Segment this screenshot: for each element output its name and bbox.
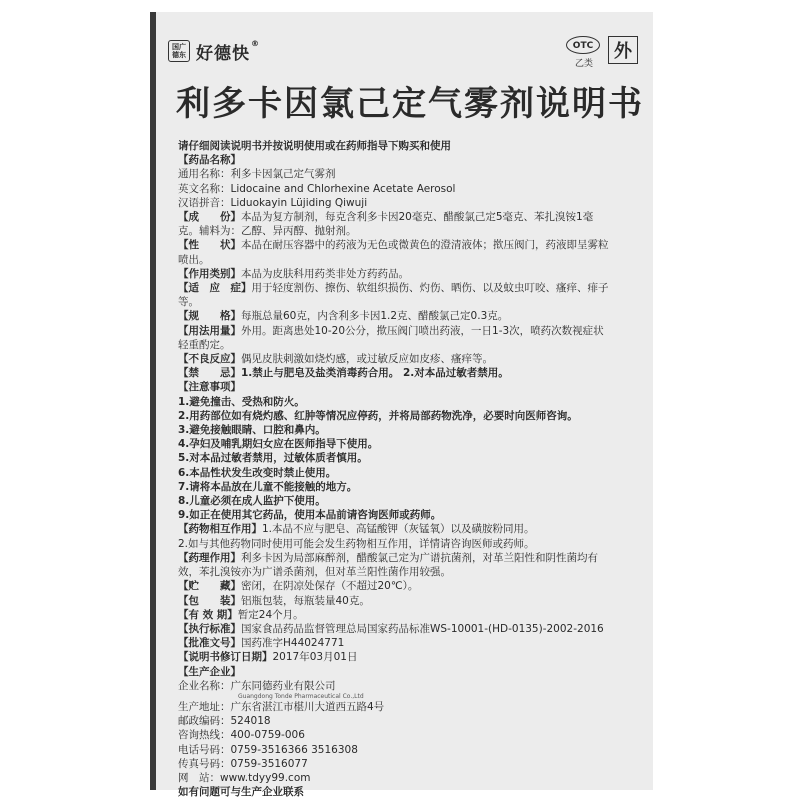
specification-section: 【规 格】每瓶总量60克，内含利多卡因1.2克、醋酸氯己定0.3克。 (178, 310, 509, 323)
external-use-badge: 外 (608, 36, 638, 64)
manufacturer-postcode: 邮政编码：524018 (178, 715, 271, 728)
otc-badge (566, 36, 602, 69)
composition-section: 【成 份】本品为复方制剂，每克含利多卡因20毫克、醋酸氯己定5毫克、苯扎溴铵1毫 (178, 211, 594, 224)
precaution-item: 1.避免撞击、受热和防火。 (178, 395, 305, 408)
brand-header (168, 38, 260, 64)
appearance-section: 【性 状】本品在耐压容器中的药液为无色或微黄色的澄清液体；揿压阀门，药液即呈雾粒 (178, 239, 609, 252)
manufacturer-website: 网 站：www.tdyy99.com (178, 771, 311, 784)
storage-section: 【贮 藏】密闭，在阴凉处保存（不超过20℃）。 (178, 580, 419, 593)
leaflet-content (178, 139, 648, 799)
precaution-item: 9.如正在使用其它药品，使用本品前请咨询医师或药师。 (178, 509, 442, 522)
validity-section: 【有 效 期】暂定24个月。 (178, 608, 304, 621)
indications-section: 【适 应 症】用于轻度割伤、擦伤、软组织损伤、灼伤、晒伤、以及蚊虫叮咬、瘙痒、痱子 (178, 282, 609, 295)
drug-leaflet (150, 12, 653, 799)
indications-cont: 等。 (178, 296, 199, 309)
drug-name-label: 【药品名称】 (178, 154, 241, 167)
precaution-item: 7.请将本品放在儿童不能接触的地方。 (178, 480, 358, 493)
precaution-item: 6.本品性状发生改变时禁止使用。 (178, 466, 337, 479)
company-logo-icon: 国广 德东 (168, 40, 190, 62)
revision-section: 【说明书修订日期】2017年03月01日 (178, 651, 358, 664)
brand-name: 好德快® (196, 38, 260, 64)
interactions-cont: 2.如与其他药物同时使用可能会发生药物相互作用，详情请咨询医师或药师。 (178, 537, 535, 550)
pharmacology-cont: 效，苯扎溴铵亦为广谱杀菌剂，但对革兰阳性菌作用较强。 (178, 566, 451, 579)
pharmacology-section: 【药理作用】利多卡因为局部麻醉剂，醋酸氯己定为广谱抗菌剂，对革兰阳性和阴性菌均有 (178, 551, 598, 564)
category-section: 【作用类别】本品为皮肤科用药类非处方药药品。 (178, 267, 409, 280)
footer-note: 如有问题可与生产企业联系 (178, 786, 304, 799)
manufacturer-name-en: Guangdong Tonde Pharmaceutical Co.,Ltd (238, 692, 364, 700)
manufacturer-phone: 电话号码：0759-3516366 3516308 (178, 743, 358, 756)
otc-class: 乙类 (574, 59, 593, 69)
package-section: 【包 装】铝瓶包装，每瓶装量40克。 (178, 594, 370, 607)
composition-cont: 克。辅料为：乙醇、异丙醇、抛射剂。 (178, 225, 357, 238)
manufacturer-hotline: 咨询热线：400-0759-006 (178, 729, 305, 742)
precaution-item: 5.对本品过敏者禁用，过敏体质者慎用。 (178, 452, 368, 465)
usage-cont: 轻重酌定。 (178, 338, 231, 351)
pinyin-name: 汉语拼音：Liduokayin Lüjiding Qiwuji (178, 196, 368, 209)
common-name: 通用名称：利多卡因氯己定气雾剂 (178, 168, 336, 181)
otc-label: OTC (566, 36, 600, 54)
manufacturer-label: 【生产企业】 (178, 665, 241, 678)
approval-section: 【批准文号】国药准字H44024771 (178, 637, 345, 650)
precaution-item: 8.儿童必须在成人监护下使用。 (178, 495, 326, 508)
usage-section: 【用法用量】外用。距离患处10-20公分，揿压阀门喷出药液，一日1-3次，喷药次数视症状 (178, 324, 604, 337)
precautions-label: 【注意事项】 (178, 381, 241, 394)
appearance-cont: 喷出。 (178, 253, 210, 266)
precaution-item: 4.孕妇及哺乳期妇女应在医师指导下使用。 (178, 438, 379, 451)
adverse-section: 【不良反应】偶见皮肤刺激如烧灼感，或过敏反应如皮疹、瘙痒等。 (178, 353, 493, 366)
standard-section: 【执行标准】国家食品药品监督管理总局国家药品标准WS-10001-(HD-0135)-2002-2016 (178, 622, 604, 635)
interactions-section: 【药物相互作用】1.本品不应与肥皂、高锰酸钾（灰锰氧）以及磺胺粉同用。 (178, 523, 535, 536)
manufacturer-fax: 传真号码：0759-3516077 (178, 757, 308, 770)
page-title: 利多卡因氯己定气雾剂说明书 (176, 84, 644, 124)
english-name: 英文名称：Lidocaine and Chlorhexine Acetate Aerosol (178, 182, 456, 195)
contraindications-section: 【禁 忌】1.禁止与肥皂及盐类消毒药合用。 2.对本品过敏者禁用。 (178, 367, 509, 380)
precaution-item: 2.用药部位如有烧灼感、红肿等情况应停药，并将局部药物洗净，必要时向医师咨询。 (178, 409, 578, 422)
manufacturer-address: 生产地址：广东省湛江市椹川大道西五路4号 (178, 700, 385, 713)
precaution-item: 3.避免接触眼睛、口腔和鼻内。 (178, 424, 326, 437)
warning-line: 请仔细阅读说明书并按说明使用或在药师指导下购买和使用 (178, 140, 451, 152)
manufacturer-name: 企业名称：广东同德药业有限公司 (178, 679, 336, 692)
